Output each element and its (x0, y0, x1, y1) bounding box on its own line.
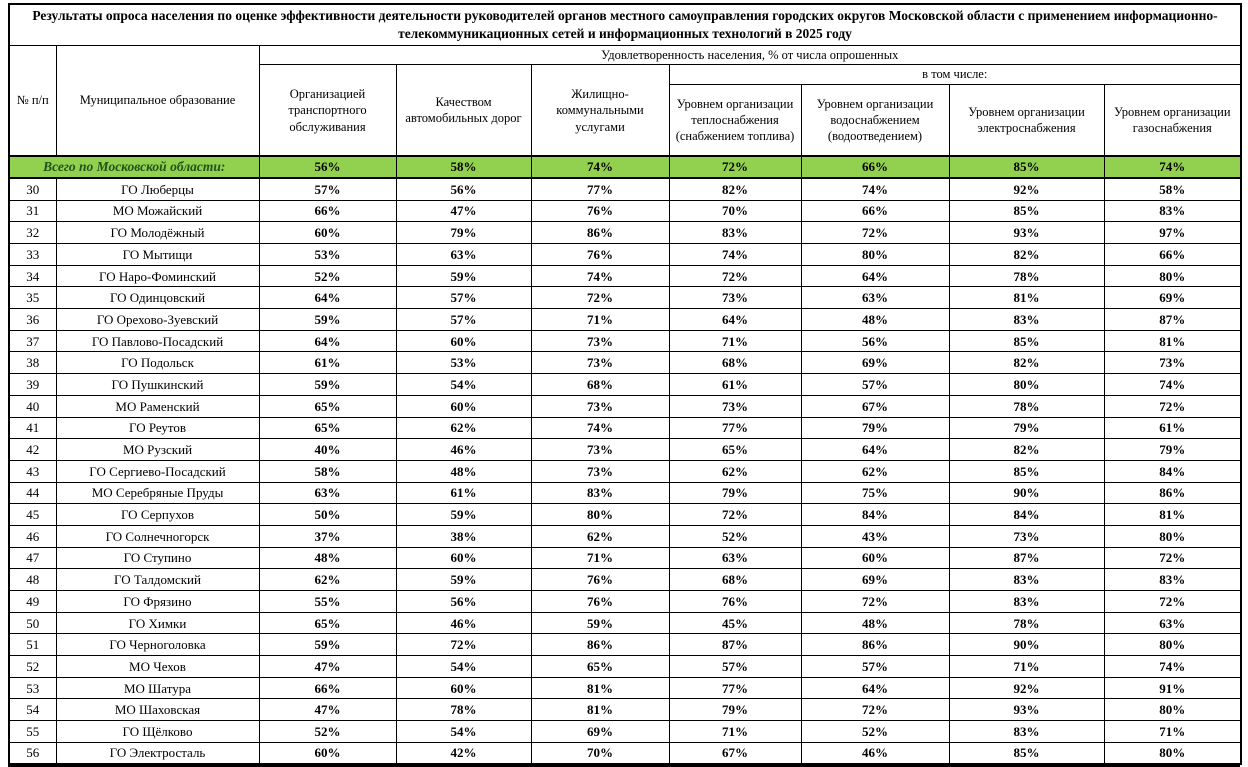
table-row (9, 612, 1241, 634)
percent-value: 58% (1104, 178, 1241, 200)
percent-value: 67% (669, 742, 801, 764)
percent-value: 42% (396, 742, 531, 764)
title-row (9, 4, 1241, 46)
percent-value: 92% (949, 178, 1104, 200)
percent-value: 37% (259, 525, 396, 547)
percent-value: 52% (801, 721, 949, 743)
percent-value: 74% (669, 244, 801, 266)
col-header-roads: Качеством автомобильных дорог (396, 65, 531, 157)
percent-value: 73% (669, 287, 801, 309)
percent-value: 72% (396, 634, 531, 656)
percent-value: 90% (949, 634, 1104, 656)
percent-value: 71% (949, 656, 1104, 678)
percent-value: 64% (801, 677, 949, 699)
percent-value: 47% (259, 699, 396, 721)
percent-value: 86% (1104, 482, 1241, 504)
percent-value: 60% (801, 547, 949, 569)
percent-value: 63% (669, 547, 801, 569)
percent-value: 69% (1104, 287, 1241, 309)
percent-value: 59% (396, 569, 531, 591)
percent-value: 80% (1104, 742, 1241, 764)
table-title: Результаты опроса населения по оценке эффективности деятельности руководителей органов местного самоуправления городских округов Московской области с применением информационно-телекоммуникационных сетей и информационных технологий в 2025 году (9, 4, 1241, 46)
percent-value: 78% (949, 612, 1104, 634)
percent-value: 57% (801, 656, 949, 678)
row-number: 46 (9, 525, 56, 547)
col-header-heating: Уровнем организации теплоснабжения (снабжением топлива) (669, 84, 801, 156)
percent-value: 52% (259, 721, 396, 743)
percent-value: 57% (801, 374, 949, 396)
percent-value: 56% (801, 330, 949, 352)
percent-value: 74% (531, 265, 669, 287)
percent-value: 48% (259, 547, 396, 569)
percent-value: 59% (259, 634, 396, 656)
percent-value: 84% (1104, 460, 1241, 482)
table-row (9, 417, 1241, 439)
percent-value: 81% (531, 699, 669, 721)
percent-value: 77% (531, 178, 669, 200)
municipality-name: ГО Ступино (56, 547, 259, 569)
municipality-name: ГО Орехово-Зуевский (56, 309, 259, 331)
percent-value: 71% (531, 309, 669, 331)
total-value: 85% (949, 156, 1104, 178)
percent-value: 65% (259, 612, 396, 634)
percent-value: 73% (531, 460, 669, 482)
row-number: 49 (9, 591, 56, 613)
row-number: 42 (9, 439, 56, 461)
percent-value: 80% (1104, 699, 1241, 721)
table-row (9, 699, 1241, 721)
percent-value: 85% (949, 460, 1104, 482)
municipality-name: ГО Серпухов (56, 504, 259, 526)
percent-value: 60% (259, 222, 396, 244)
survey-results-table (8, 3, 1242, 765)
percent-value: 53% (396, 352, 531, 374)
percent-value: 69% (801, 352, 949, 374)
row-number: 48 (9, 569, 56, 591)
col-header-transport: Организацией транспортного обслуживания (259, 65, 396, 157)
percent-value: 80% (1104, 634, 1241, 656)
percent-value: 78% (949, 265, 1104, 287)
percent-value: 79% (949, 417, 1104, 439)
percent-value: 68% (669, 352, 801, 374)
total-value: 58% (396, 156, 531, 178)
percent-value: 69% (531, 721, 669, 743)
percent-value: 52% (669, 525, 801, 547)
percent-value: 64% (259, 287, 396, 309)
percent-value: 93% (949, 222, 1104, 244)
percent-value: 60% (396, 395, 531, 417)
table-row (9, 742, 1241, 764)
municipality-name: МО Шатура (56, 677, 259, 699)
percent-value: 38% (396, 525, 531, 547)
percent-value: 46% (396, 612, 531, 634)
row-number: 34 (9, 265, 56, 287)
table-row (9, 374, 1241, 396)
municipality-name: ГО Павлово-Посадский (56, 330, 259, 352)
percent-value: 74% (1104, 656, 1241, 678)
percent-value: 57% (396, 287, 531, 309)
header-group-row-1 (9, 46, 1241, 65)
percent-value: 87% (949, 547, 1104, 569)
percent-value: 64% (669, 309, 801, 331)
percent-value: 73% (531, 330, 669, 352)
percent-value: 54% (396, 374, 531, 396)
col-header-water: Уровнем организации водоснабжением (водоотведением) (801, 84, 949, 156)
percent-value: 62% (531, 525, 669, 547)
row-number: 40 (9, 395, 56, 417)
table-row (9, 395, 1241, 417)
percent-value: 57% (259, 178, 396, 200)
percent-value: 66% (1104, 244, 1241, 266)
percent-value: 74% (801, 178, 949, 200)
percent-value: 61% (1104, 417, 1241, 439)
table-row (9, 656, 1241, 678)
total-row-label: Всего по Московской области: (9, 156, 259, 178)
percent-value: 60% (396, 330, 531, 352)
table-row (9, 352, 1241, 374)
municipality-name: ГО Люберцы (56, 178, 259, 200)
percent-value: 85% (949, 330, 1104, 352)
percent-value: 66% (259, 677, 396, 699)
percent-value: 90% (949, 482, 1104, 504)
total-value: 74% (1104, 156, 1241, 178)
municipality-name: МО Серебряные Пруды (56, 482, 259, 504)
percent-value: 72% (531, 287, 669, 309)
col-group-satisfaction: Удовлетворенность населения, % от числа опрошенных (259, 46, 1241, 65)
municipality-name: МО Рузский (56, 439, 259, 461)
percent-value: 84% (949, 504, 1104, 526)
percent-value: 73% (531, 395, 669, 417)
percent-value: 87% (669, 634, 801, 656)
percent-value: 83% (1104, 569, 1241, 591)
percent-value: 76% (531, 591, 669, 613)
municipality-name: ГО Одинцовский (56, 287, 259, 309)
table-row (9, 178, 1241, 200)
percent-value: 70% (669, 200, 801, 222)
row-number: 36 (9, 309, 56, 331)
table-row (9, 504, 1241, 526)
percent-value: 73% (531, 352, 669, 374)
percent-value: 59% (259, 309, 396, 331)
row-number: 55 (9, 721, 56, 743)
municipality-name: ГО Подольск (56, 352, 259, 374)
percent-value: 43% (801, 525, 949, 547)
percent-value: 80% (1104, 525, 1241, 547)
percent-value: 56% (396, 591, 531, 613)
municipality-name: ГО Наро-Фоминский (56, 265, 259, 287)
percent-value: 79% (669, 699, 801, 721)
percent-value: 87% (1104, 309, 1241, 331)
municipality-name: МО Раменский (56, 395, 259, 417)
table-row (9, 547, 1241, 569)
percent-value: 86% (531, 222, 669, 244)
col-group-including: в том числе: (669, 65, 1241, 84)
table-row (9, 591, 1241, 613)
percent-value: 80% (949, 374, 1104, 396)
percent-value: 61% (396, 482, 531, 504)
percent-value: 75% (801, 482, 949, 504)
municipality-name: МО Шаховская (56, 699, 259, 721)
percent-value: 79% (669, 482, 801, 504)
percent-value: 66% (259, 200, 396, 222)
percent-value: 81% (949, 287, 1104, 309)
percent-value: 86% (531, 634, 669, 656)
table-body (9, 156, 1241, 764)
percent-value: 47% (259, 656, 396, 678)
percent-value: 72% (801, 222, 949, 244)
percent-value: 80% (801, 244, 949, 266)
percent-value: 65% (531, 656, 669, 678)
percent-value: 62% (259, 569, 396, 591)
percent-value: 76% (531, 244, 669, 266)
percent-value: 72% (669, 265, 801, 287)
table-row (9, 439, 1241, 461)
percent-value: 62% (396, 417, 531, 439)
municipality-name: ГО Солнечногорск (56, 525, 259, 547)
percent-value: 76% (669, 591, 801, 613)
percent-value: 64% (801, 439, 949, 461)
percent-value: 63% (259, 482, 396, 504)
municipality-name: ГО Черноголовка (56, 634, 259, 656)
percent-value: 69% (801, 569, 949, 591)
percent-value: 81% (1104, 330, 1241, 352)
percent-value: 48% (801, 612, 949, 634)
percent-value: 68% (531, 374, 669, 396)
percent-value: 65% (259, 395, 396, 417)
row-number: 30 (9, 178, 56, 200)
row-number: 31 (9, 200, 56, 222)
percent-value: 82% (669, 178, 801, 200)
percent-value: 62% (801, 460, 949, 482)
municipality-name: ГО Молодёжный (56, 222, 259, 244)
percent-value: 85% (949, 200, 1104, 222)
percent-value: 72% (1104, 395, 1241, 417)
percent-value: 78% (949, 395, 1104, 417)
percent-value: 81% (1104, 504, 1241, 526)
total-value: 74% (531, 156, 669, 178)
row-number: 37 (9, 330, 56, 352)
municipality-name: МО Чехов (56, 656, 259, 678)
percent-value: 50% (259, 504, 396, 526)
total-row (9, 156, 1241, 178)
percent-value: 64% (801, 265, 949, 287)
row-number: 39 (9, 374, 56, 396)
row-number: 38 (9, 352, 56, 374)
percent-value: 59% (259, 374, 396, 396)
municipality-name: ГО Фрязино (56, 591, 259, 613)
percent-value: 61% (259, 352, 396, 374)
municipality-name: ГО Талдомский (56, 569, 259, 591)
percent-value: 77% (669, 677, 801, 699)
municipality-name: ГО Щёлково (56, 721, 259, 743)
percent-value: 54% (396, 721, 531, 743)
percent-value: 97% (1104, 222, 1241, 244)
percent-value: 79% (801, 417, 949, 439)
percent-value: 60% (259, 742, 396, 764)
row-number: 52 (9, 656, 56, 678)
table-row (9, 569, 1241, 591)
col-header-gas: Уровнем организации газоснабжения (1104, 84, 1241, 156)
percent-value: 56% (396, 178, 531, 200)
percent-value: 71% (669, 330, 801, 352)
table-row (9, 244, 1241, 266)
table-row (9, 222, 1241, 244)
total-value: 56% (259, 156, 396, 178)
row-number: 32 (9, 222, 56, 244)
percent-value: 81% (531, 677, 669, 699)
row-number: 35 (9, 287, 56, 309)
percent-value: 82% (949, 244, 1104, 266)
row-number: 41 (9, 417, 56, 439)
percent-value: 61% (669, 374, 801, 396)
col-header-row-number: № п/п (9, 46, 56, 157)
percent-value: 79% (1104, 439, 1241, 461)
percent-value: 59% (531, 612, 669, 634)
row-number: 51 (9, 634, 56, 656)
table-row (9, 525, 1241, 547)
percent-value: 83% (949, 569, 1104, 591)
row-number: 43 (9, 460, 56, 482)
percent-value: 54% (396, 656, 531, 678)
percent-value: 45% (669, 612, 801, 634)
percent-value: 58% (259, 460, 396, 482)
table-row (9, 330, 1241, 352)
percent-value: 85% (949, 742, 1104, 764)
table-row (9, 634, 1241, 656)
percent-value: 83% (669, 222, 801, 244)
percent-value: 65% (259, 417, 396, 439)
percent-value: 92% (949, 677, 1104, 699)
percent-value: 91% (1104, 677, 1241, 699)
percent-value: 47% (396, 200, 531, 222)
percent-value: 73% (949, 525, 1104, 547)
percent-value: 55% (259, 591, 396, 613)
table-header (9, 4, 1241, 156)
percent-value: 64% (259, 330, 396, 352)
col-header-electricity: Уровнем организации электроснабжения (949, 84, 1104, 156)
percent-value: 83% (949, 591, 1104, 613)
percent-value: 68% (669, 569, 801, 591)
percent-value: 82% (949, 352, 1104, 374)
row-number: 54 (9, 699, 56, 721)
percent-value: 71% (1104, 721, 1241, 743)
percent-value: 63% (396, 244, 531, 266)
total-value: 72% (669, 156, 801, 178)
percent-value: 72% (1104, 547, 1241, 569)
table-row (9, 265, 1241, 287)
percent-value: 73% (669, 395, 801, 417)
row-number: 56 (9, 742, 56, 764)
percent-value: 62% (669, 460, 801, 482)
percent-value: 40% (259, 439, 396, 461)
municipality-name: ГО Химки (56, 612, 259, 634)
percent-value: 74% (531, 417, 669, 439)
percent-value: 48% (396, 460, 531, 482)
row-number: 50 (9, 612, 56, 634)
percent-value: 72% (801, 591, 949, 613)
percent-value: 53% (259, 244, 396, 266)
percent-value: 66% (801, 200, 949, 222)
row-number: 47 (9, 547, 56, 569)
row-number: 33 (9, 244, 56, 266)
table-row (9, 200, 1241, 222)
percent-value: 83% (531, 482, 669, 504)
table-row (9, 721, 1241, 743)
percent-value: 80% (531, 504, 669, 526)
percent-value: 46% (801, 742, 949, 764)
percent-value: 72% (1104, 591, 1241, 613)
municipality-name: ГО Реутов (56, 417, 259, 439)
percent-value: 79% (396, 222, 531, 244)
col-header-housing: Жилищно-коммунальными услугами (531, 65, 669, 157)
percent-value: 63% (801, 287, 949, 309)
percent-value: 73% (531, 439, 669, 461)
percent-value: 71% (531, 547, 669, 569)
percent-value: 77% (669, 417, 801, 439)
percent-value: 74% (1104, 374, 1241, 396)
total-value: 66% (801, 156, 949, 178)
table-row (9, 677, 1241, 699)
percent-value: 78% (396, 699, 531, 721)
percent-value: 76% (531, 200, 669, 222)
percent-value: 83% (949, 309, 1104, 331)
percent-value: 59% (396, 265, 531, 287)
municipality-name: ГО Электросталь (56, 742, 259, 764)
percent-value: 72% (669, 504, 801, 526)
percent-value: 65% (669, 439, 801, 461)
percent-value: 60% (396, 677, 531, 699)
percent-value: 67% (801, 395, 949, 417)
percent-value: 52% (259, 265, 396, 287)
percent-value: 83% (1104, 200, 1241, 222)
percent-value: 59% (396, 504, 531, 526)
col-header-municipality: Муниципальное образование (56, 46, 259, 157)
percent-value: 71% (669, 721, 801, 743)
percent-value: 82% (949, 439, 1104, 461)
percent-value: 83% (949, 721, 1104, 743)
percent-value: 73% (1104, 352, 1241, 374)
percent-value: 80% (1104, 265, 1241, 287)
percent-value: 63% (1104, 612, 1241, 634)
percent-value: 72% (801, 699, 949, 721)
percent-value: 57% (396, 309, 531, 331)
percent-value: 48% (801, 309, 949, 331)
table-row (9, 460, 1241, 482)
municipality-name: ГО Мытищи (56, 244, 259, 266)
row-number: 44 (9, 482, 56, 504)
table-row (9, 287, 1241, 309)
percent-value: 86% (801, 634, 949, 656)
percent-value: 46% (396, 439, 531, 461)
row-number: 45 (9, 504, 56, 526)
table-row (9, 309, 1241, 331)
row-number: 53 (9, 677, 56, 699)
percent-value: 93% (949, 699, 1104, 721)
percent-value: 60% (396, 547, 531, 569)
percent-value: 84% (801, 504, 949, 526)
table-row (9, 482, 1241, 504)
percent-value: 76% (531, 569, 669, 591)
municipality-name: МО Можайский (56, 200, 259, 222)
municipality-name: ГО Сергиево-Посадский (56, 460, 259, 482)
municipality-name: ГО Пушкинский (56, 374, 259, 396)
percent-value: 70% (531, 742, 669, 764)
percent-value: 57% (669, 656, 801, 678)
